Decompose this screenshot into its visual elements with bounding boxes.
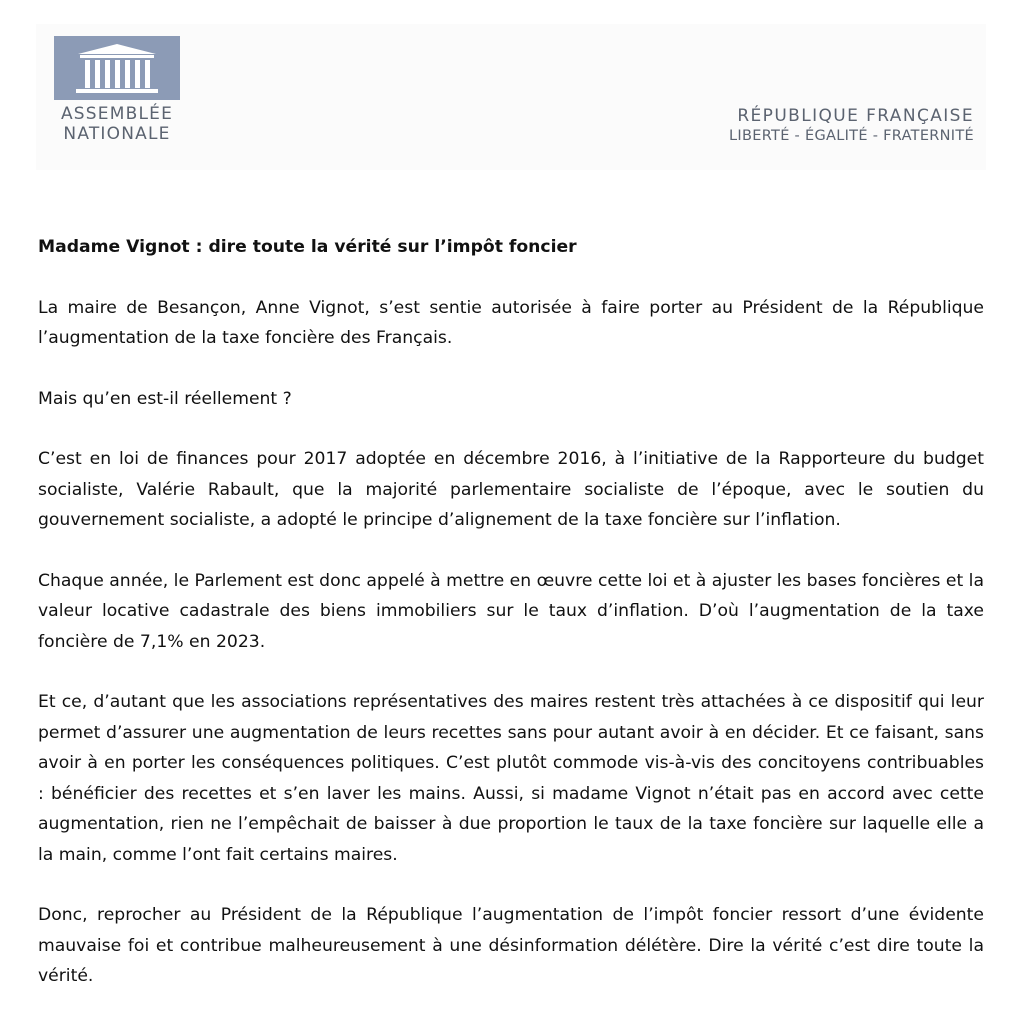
devise-label: LIBERTÉ - ÉGALITÉ - FRATERNITÉ: [729, 128, 974, 144]
paragraph-2: Mais qu’en est-il réellement ?: [38, 388, 292, 409]
paragraph-6: Donc, reprocher au Président de la République l’augmentation de l’impôt foncier ressort d’une évidente mauvaise foi et contribue malheureusement à une désinformation délétère. Dire la vérité c’est dire toute la vérité.: [38, 905, 984, 986]
assemblee-nationale-logo: [50, 36, 184, 156]
paragraph-4: Chaque année, le Parlement est donc appelé à mettre en œuvre cette loi et à ajuster les bases foncières et la valeur locative cadastrale des biens immobiliers sur le taux d’inflation. D’où l’augmentation de la taxe foncière de 7,1% en 2023.: [38, 570, 984, 652]
paragraph-1: La maire de Besançon, Anne Vignot, s’est sentie autorisée à faire porter au Président de la République l’augmentation de la taxe foncière des Français.: [38, 297, 984, 348]
logo-line-1: ASSEMBLÉE: [60, 104, 174, 124]
logo-wordmark: [50, 104, 184, 144]
paragraph-3: C’est en loi de finances pour 2017 adoptée en décembre 2016, à l’initiative de la Rapporteure du budget socialiste, Valérie Rabault, que la majorité parlementaire socialiste de l’époque, avec le soutien du gouvernement socialiste, a adopté le principe d’alignement de la taxe foncière sur l’inflation.: [38, 449, 984, 530]
document-body: [38, 232, 984, 1022]
republique-francaise-label: RÉPUBLIQUE FRANÇAISE: [737, 106, 974, 126]
document-title: Madame Vignot : dire toute la vérité sur l’impôt foncier: [38, 237, 577, 257]
paragraph-5: Et ce, d’autant que les associations représentatives des maires restent très attachées à ce dispositif qui leur permet d’assurer une augmentation de leurs recettes sans pour autant avoir à en décider. Et ce faisant, sans avoir à en porter les conséquences politiques. C’est plutôt commode vis-à-vis des concitoyens contribuables : bénéficier des recettes et s’en laver les mains. Aussi, si madame Vignot n’était pas en accord avec cette augmentation, rien ne l’empêchait de baisser à due proportion le taux de la taxe foncière sur laquelle elle a la main, comme l’ont fait certains maires.: [38, 692, 984, 865]
hemicycle-emblem-icon: [54, 36, 180, 100]
republique-motto: [729, 106, 974, 146]
logo-line-2: NATIONALE: [63, 124, 171, 144]
